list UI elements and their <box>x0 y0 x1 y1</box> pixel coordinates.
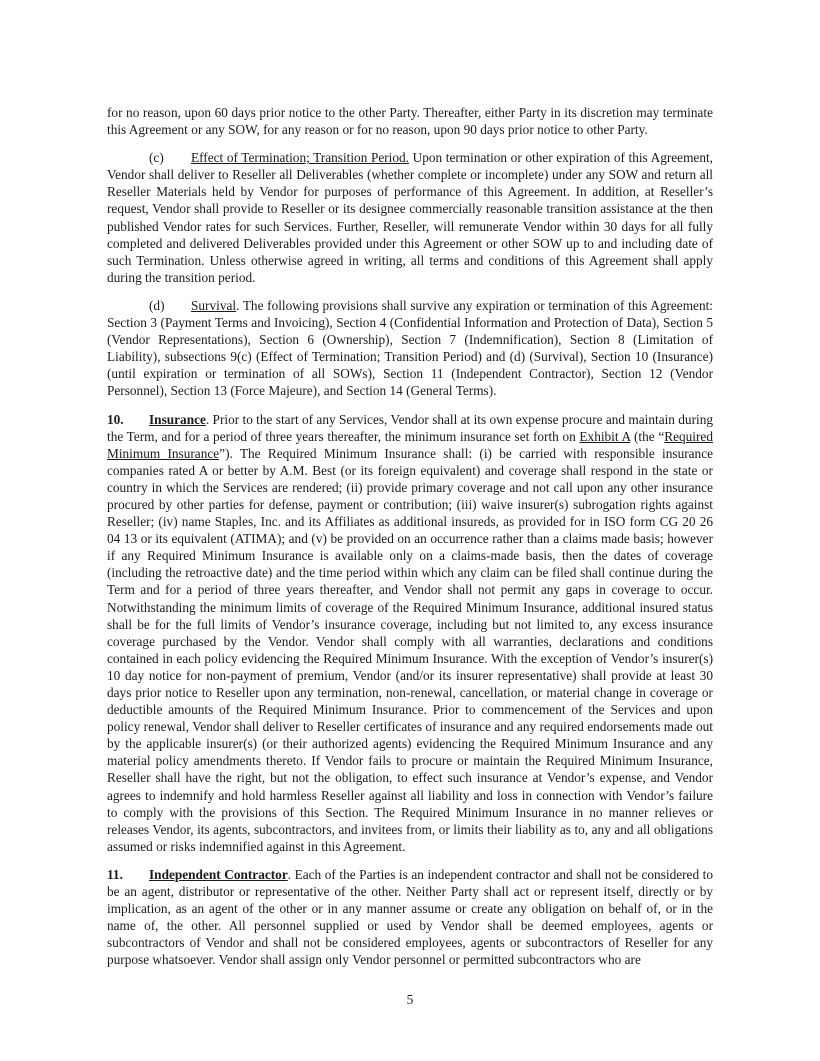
subsection-text: . The following provisions shall survive any expiration or termination of this Agreement: Section 3 (Payment Terms and Invoicing), Section 4 (Confidential Information and Protection of Data), Section 5 (Vendor Representations), Section 6 (Ownership), Section 7 (Indemnification), Section 8 (Limitation of Liability), subsections 9(c) (Effect of Termination; Transition Period) and (d) (Survival), Section 10 (Insurance) (until expiration or termination of all SOWs), Section 11 (Independent Contractor), Section 12 (Vendor Personnel), Section 13 (Force Majeure), and Section 14 (General Terms). <box>107 297 713 399</box>
section-11-independent-contractor <box>107 866 713 969</box>
section-number: 11. <box>107 866 123 882</box>
subsection-label: (c) <box>149 150 164 166</box>
paragraph-9c-effect-of-termination <box>107 149 713 286</box>
paragraph-9d-survival <box>107 297 713 400</box>
subsection-heading: Survival <box>191 297 237 313</box>
section-text-b: (the “ <box>630 428 665 444</box>
defined-term: Required Minimum Insurance <box>107 428 713 461</box>
exhibit-reference: Exhibit A <box>579 428 631 444</box>
page-number: 5 <box>406 991 414 1007</box>
section-heading: Insurance <box>149 411 206 427</box>
subsection-heading: Effect of Termination; Transition Period. <box>191 150 409 166</box>
subsection-label: (d) <box>149 297 165 313</box>
section-10-insurance <box>107 411 713 855</box>
document-page <box>107 0 713 969</box>
section-heading: Independent Contractor <box>149 866 288 882</box>
section-text-c: ”). The Required Minimum Insurance shall: (i) be carried with responsible insurance companies rated A or better by A.M. Best (or its foreign equivalent) and coverage shall respond in the state or country in which the Services are rendered; (ii) provide primary coverage and not call upon any other insurance procured by other parties for defense, payment or contribution; (iii) waive insurer(s) subrogation rights against Reseller; (iv) name Staples, Inc. and its Affiliates as additional insureds, as provided for in ISO form CG 20 26 04 13 or its equivalent (ATIMA); and (v) be provided on an occurrence rather than a claims made basis; however if any Required Minimum Insurance is available only on a claims-made basis, then the dates of coverage (including the retroactive date) and the time period within which any claim can be filed shall continue during the Term and for a period of three years thereafter, and Vendor shall not permit any gaps in coverage to occur. Notwithstanding the minimum limits of coverage of the Required Minimum Insurance, additional insured status shall be for the full limits of Vendor’s insurance coverage, including but not limited to, any excess insurance coverage purchased by the Vendor. Vendor shall comply with all warranties, declarations and conditions contained in each policy evidencing the Required Minimum Insurance. With the exception of Vendor’s insurer(s) 10 day notice for non-payment of premium, Vendor (and/or its insurer representative) shall provide at least 30 days prior notice to Reseller upon any termination, non-renewal, cancellation, or material change in coverage or deductible amounts of the Required Minimum Insurance. Prior to commencement of the Services and upon policy renewal, Vendor shall deliver to Reseller certificates of insurance and any required endorsements made out by the applicable insurer(s) (or their authorized agents) evidencing the Required Minimum Insurance and any material policy amendments thereto. If Vendor fails to procure or maintain the Required Minimum Insurance, Reseller shall have the right, but not the obligation, to effect such insurance at Vendor’s expense, and Vendor agrees to indemnify and hold harmless Reseller against all liability and loss in connection with Vendor’s failure to comply with the provisions of this Section. The Required Minimum Insurance in no manner relieves or releases Vendor, its agents, subcontractors, and invitees from, or limits their liability as to, any and all obligations assumed or risks indemnified against in this Agreement. <box>107 445 714 854</box>
section-text: . Each of the Parties is an independent contractor and shall not be considered to be an agent, distributor or representative of the other. Neither Party shall act or represent itself, directly or by implication, as an agent of the other or in any manner assume or create any obligation on behalf of, or in the name of, the other. All personnel supplied or used by Vendor shall be deemed employees, agents or subcontractors of Vendor and shall not be considered employees, agents or subcontractors of Reseller for any purpose whatsoever. Vendor shall assign only Vendor personnel or permitted subcontractors who are <box>107 866 713 968</box>
section-text-a: . Prior to the start of any Services, Vendor shall at its own expense procure and maintain during the Term, and for a period of three years thereafter, the minimum insurance set forth on <box>107 411 713 444</box>
paragraph-termination-continued: for no reason, upon 60 days prior notice to the other Party. Thereafter, either Party in its discretion may terminate this Agreement or any SOW, for any reason or for no reason, upon 90 days prior notice to other Party. <box>107 105 713 138</box>
subsection-text: Upon termination or other expiration of this Agreement, Vendor shall deliver to Reseller all Deliverables (whether complete or incomplete) under any SOW and return all Reseller Materials held by Vendor for purposes of performance of this Agreement. In addition, at Reseller’s request, Vendor shall provide to Reseller or its designee commercially reasonable transition assistance at the then published Vendor rates for such Services. Further, Reseller, will remunerate Vendor within 30 days for all fully completed and delivered Deliverables provided under this Agreement or other SOW up to and including date of such Termination. Unless otherwise agreed in writing, all terms and conditions of this Agreement shall apply during the transition period. <box>107 150 713 285</box>
section-number: 10. <box>107 411 124 427</box>
